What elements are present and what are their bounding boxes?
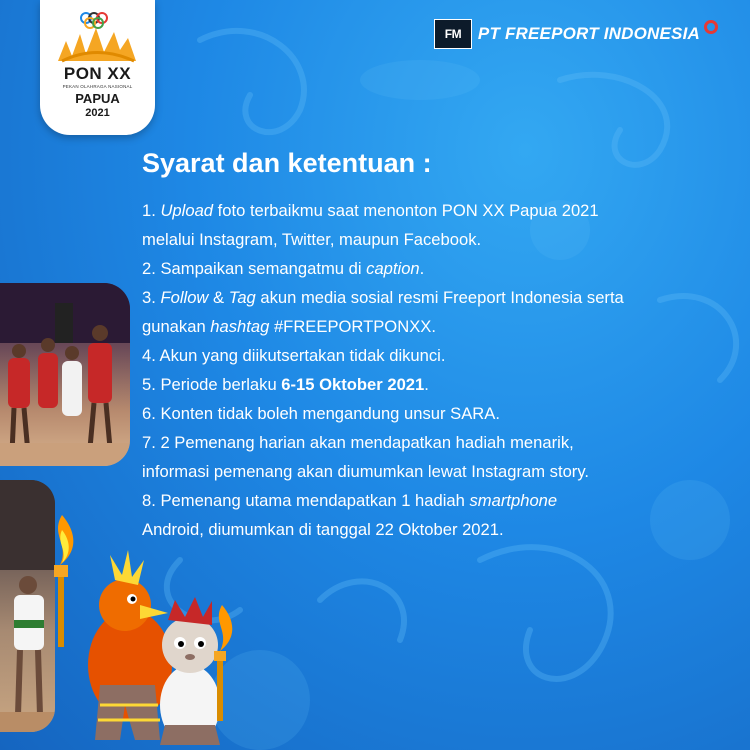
logo-subtitle: PEKAN OLAHRAGA NASIONAL bbox=[62, 84, 133, 89]
rule-text: & bbox=[208, 288, 229, 307]
pon-mascots bbox=[40, 505, 240, 750]
rule-emphasis: caption bbox=[366, 259, 420, 278]
rule-text: 8. Pemenang utama mendapatkan 1 hadiah bbox=[142, 491, 470, 510]
rule-5 bbox=[142, 370, 742, 399]
rule-text: . bbox=[424, 375, 429, 394]
logo-region: PAPUA bbox=[75, 91, 120, 106]
sponsor-logo bbox=[434, 18, 718, 50]
rules-list bbox=[142, 196, 742, 544]
rule-emphasis: hashtag bbox=[210, 317, 270, 336]
rule-text: gunakan bbox=[142, 317, 211, 336]
freeport-logo-icon: FM bbox=[434, 19, 472, 49]
rule-6: 6. Konten tidak boleh mengandung unsur SARA. bbox=[142, 404, 500, 423]
rule-text: 1. bbox=[142, 201, 161, 220]
basketball-photo bbox=[0, 283, 130, 466]
rule-text: . bbox=[419, 259, 425, 278]
pon-logo-icon bbox=[52, 6, 142, 66]
torch-icon bbox=[54, 515, 73, 647]
rule-2 bbox=[142, 254, 742, 283]
basketball-players-image bbox=[0, 283, 130, 466]
rule-8-cont: Android, diumumkan di tanggal 22 Oktober 2021. bbox=[142, 520, 504, 539]
page-title: Syarat dan ketentuan : bbox=[142, 148, 432, 178]
rule-period-dates: 6-15 Oktober 2021 bbox=[281, 375, 425, 394]
sponsor-name: PT FREEPORT INDONESIA bbox=[477, 24, 700, 43]
rule-text: 3. bbox=[142, 288, 161, 307]
rule-emphasis: smartphone bbox=[469, 491, 558, 510]
sponsor-ring-icon bbox=[704, 20, 718, 34]
rule-4: 4. Akun yang diikutsertakan tidak dikunci. bbox=[142, 346, 446, 365]
rule-emphasis: Follow bbox=[160, 288, 209, 307]
rule-3 bbox=[142, 283, 742, 312]
logo-title: PON XX bbox=[63, 64, 132, 83]
rule-3-cont bbox=[142, 312, 742, 341]
rule-1 bbox=[142, 196, 742, 225]
pon-logo bbox=[40, 0, 155, 135]
rule-emphasis: Tag bbox=[228, 288, 256, 307]
rule-text: 5. Periode berlaku bbox=[142, 375, 282, 394]
rule-text: foto terbaikmu saat menonton PON XX Papua 2021 bbox=[213, 201, 599, 220]
rule-1-cont: melalui Instagram, Twitter, maupun Facebook. bbox=[142, 230, 482, 249]
rule-7: 7. 2 Pemenang harian akan mendapatkan hadiah menarik, bbox=[142, 433, 574, 452]
rule-text: 2. Sampaikan semangatmu di bbox=[142, 259, 367, 278]
logo-year: 2021 bbox=[85, 107, 110, 119]
rule-emphasis: Upload bbox=[160, 201, 214, 220]
rule-text: akun media sosial resmi Freeport Indonesia serta bbox=[255, 288, 624, 307]
rule-7-cont: informasi pemenang akan diumumkan lewat Instagram story. bbox=[142, 462, 590, 481]
rule-text: #FREEPORTPONXX. bbox=[269, 317, 436, 336]
mascot-bird-icon bbox=[88, 550, 172, 740]
